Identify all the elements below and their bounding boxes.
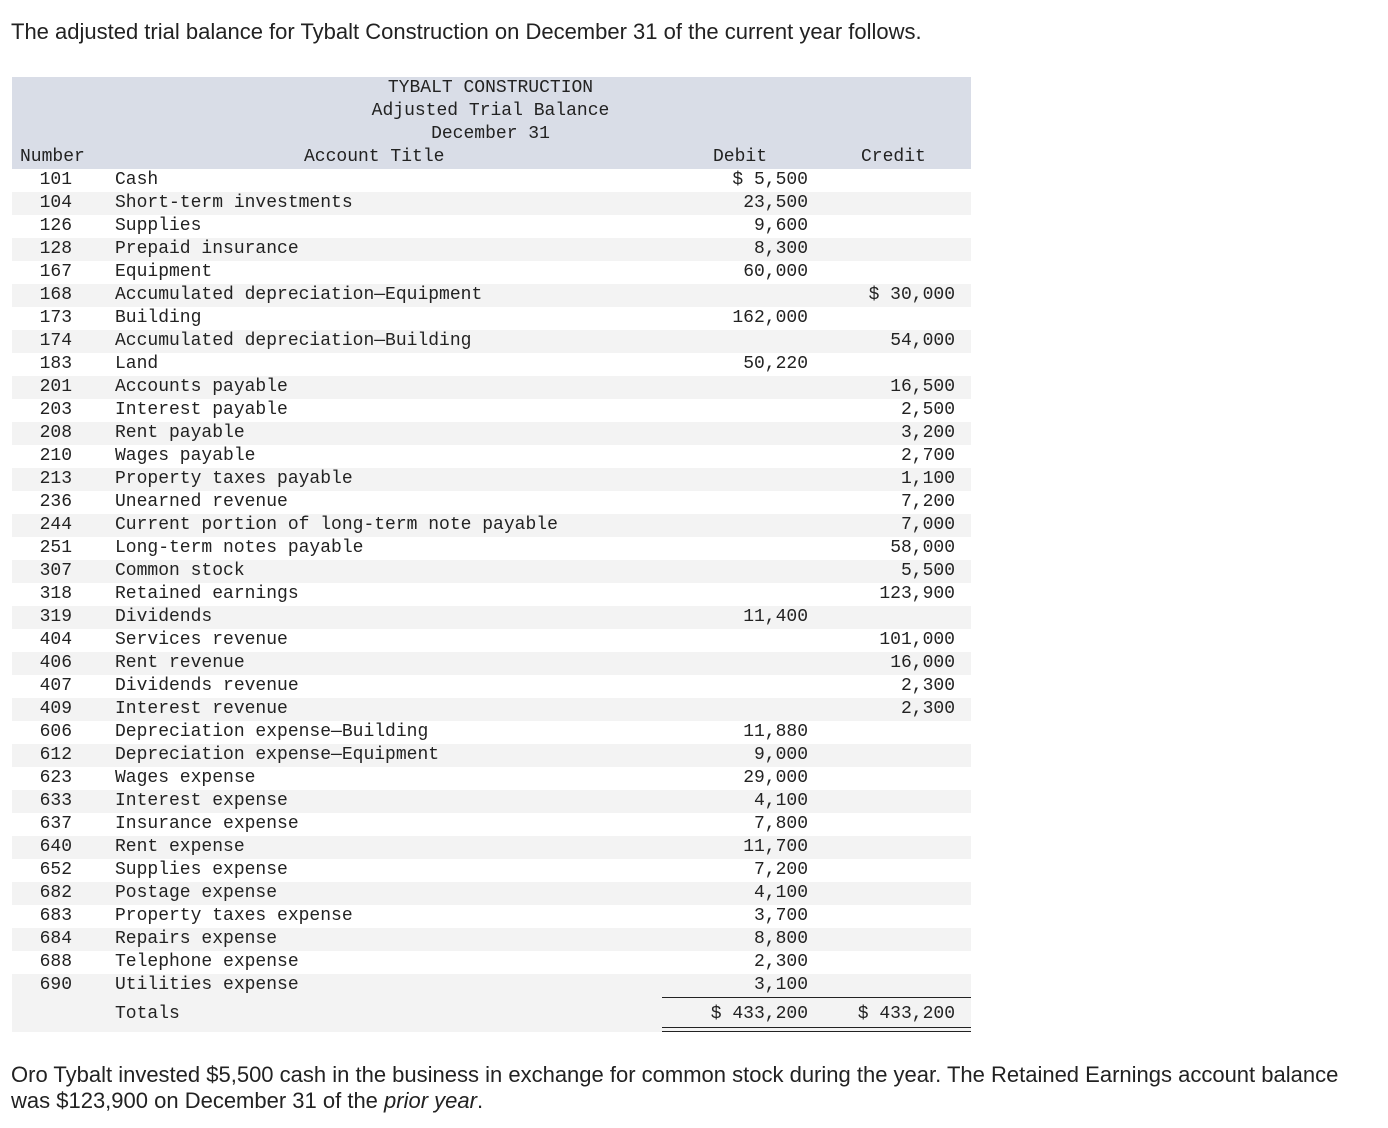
column-header-credit: Credit [861, 147, 926, 167]
account-title: Supplies [115, 216, 202, 236]
account-title: Long-term notes payable [115, 538, 364, 558]
company-name: TYBALT CONSTRUCTION [387, 78, 594, 98]
account-number: 126 [39, 216, 72, 236]
table-row [12, 744, 971, 767]
account-number: 201 [39, 377, 72, 397]
account-number: 128 [39, 239, 72, 259]
account-number: 319 [39, 607, 72, 627]
account-title: Rent revenue [115, 653, 245, 673]
credit-amount: 2,300 [900, 699, 955, 719]
account-number: 406 [39, 653, 72, 673]
outro-text-end: . [476, 1088, 484, 1113]
account-title: Rent payable [115, 423, 245, 443]
intro-text: The adjusted trial balance for Tybalt Construction on December 31 of the current year follows. [11, 19, 922, 44]
account-title: Land [115, 354, 159, 374]
debit-amount: 162,000 [732, 308, 808, 328]
credit-amount: 101,000 [879, 630, 955, 650]
credit-amount: 2,700 [900, 446, 955, 466]
account-title: Property taxes payable [115, 469, 353, 489]
account-title: Insurance expense [115, 814, 299, 834]
account-number: 640 [39, 837, 72, 857]
outro-italic-text: prior year [384, 1088, 477, 1113]
account-title: Unearned revenue [115, 492, 288, 512]
table-row [12, 813, 971, 836]
column-header-number: Number [20, 147, 85, 167]
table-row [12, 422, 971, 445]
table-row [12, 560, 971, 583]
table-row [12, 974, 971, 997]
account-number: 688 [39, 952, 72, 972]
account-number: 623 [39, 768, 72, 788]
table-body [12, 169, 971, 997]
table-row [12, 491, 971, 514]
column-header-account-title: Account Title [304, 147, 445, 167]
table-row [12, 583, 971, 606]
credit-amount: 2,500 [900, 400, 955, 420]
account-number: 684 [39, 929, 72, 949]
table-row [12, 238, 971, 261]
table-row [12, 445, 971, 468]
credit-amount: 7,000 [900, 515, 955, 535]
outro-paragraph [11, 1062, 1376, 1114]
table-row [12, 376, 971, 399]
account-title: Interest payable [115, 400, 288, 420]
debit-amount: 3,700 [753, 906, 808, 926]
table-row [12, 836, 971, 859]
account-number: 104 [39, 193, 72, 213]
account-title: Repairs expense [115, 929, 278, 949]
table-row [12, 192, 971, 215]
account-number: 167 [39, 262, 72, 282]
account-title: Retained earnings [115, 584, 299, 604]
table-row [12, 284, 971, 307]
account-title: Services revenue [115, 630, 288, 650]
account-number: 633 [39, 791, 72, 811]
account-number: 407 [39, 676, 72, 696]
account-number: 307 [39, 561, 72, 581]
account-number: 606 [39, 722, 72, 742]
account-number: 101 [39, 170, 72, 190]
debit-amount: 8,800 [753, 929, 808, 949]
credit-amount: 16,500 [890, 377, 955, 397]
account-number: 690 [39, 975, 72, 995]
account-title: Depreciation expense—Equipment [115, 745, 440, 765]
credit-amount: $ 30,000 [868, 285, 955, 305]
table-row [12, 399, 971, 422]
table-row [12, 951, 971, 974]
total-credit: $ 433,200 [857, 1004, 955, 1024]
account-title: Accumulated depreciation—Building [115, 331, 472, 351]
debit-amount: $ 5,500 [732, 170, 808, 190]
table-row [12, 330, 971, 353]
account-title: Wages expense [115, 768, 256, 788]
totals-row [12, 997, 971, 1032]
account-title: Dividends [115, 607, 213, 627]
table-row [12, 652, 971, 675]
account-title: Interest expense [115, 791, 288, 811]
credit-amount: 16,000 [890, 653, 955, 673]
totals-label: Totals [115, 1004, 180, 1024]
debit-amount: 29,000 [743, 768, 808, 788]
account-number: 683 [39, 906, 72, 926]
account-title: Cash [115, 170, 159, 190]
table-row [12, 767, 971, 790]
table-row [12, 353, 971, 376]
table-row [12, 215, 971, 238]
adjusted-trial-balance-table [12, 77, 971, 1032]
debit-amount: 11,400 [743, 607, 808, 627]
debit-amount: 11,880 [743, 722, 808, 742]
debit-amount: 2,300 [753, 952, 808, 972]
table-row [12, 261, 971, 284]
account-title: Building [115, 308, 202, 328]
outro-text: Oro Tybalt invested $5,500 cash in the business in exchange for common stock during the year. The Retained Earnings account balance was $123,900 on December 31 of the [11, 1062, 1339, 1113]
account-number: 208 [39, 423, 72, 443]
account-number: 251 [39, 538, 72, 558]
table-row [12, 629, 971, 652]
account-number: 244 [39, 515, 72, 535]
debit-amount: 23,500 [743, 193, 808, 213]
account-number: 210 [39, 446, 72, 466]
account-number: 612 [39, 745, 72, 765]
debit-amount: 4,100 [753, 883, 808, 903]
credit-amount: 2,300 [900, 676, 955, 696]
account-number: 213 [39, 469, 72, 489]
totals-rule-double [662, 1027, 971, 1032]
table-row [12, 928, 971, 951]
account-number: 174 [39, 331, 72, 351]
account-title: Rent expense [115, 837, 245, 857]
account-title: Postage expense [115, 883, 278, 903]
account-title: Common stock [115, 561, 245, 581]
account-title: Wages payable [115, 446, 256, 466]
table-row [12, 882, 971, 905]
total-debit: $ 433,200 [710, 1004, 808, 1024]
table-row [12, 675, 971, 698]
debit-amount: 4,100 [753, 791, 808, 811]
table-row [12, 606, 971, 629]
account-title: Dividends revenue [115, 676, 299, 696]
account-title: Supplies expense [115, 860, 288, 880]
account-number: 318 [39, 584, 72, 604]
debit-amount: 11,700 [743, 837, 808, 857]
account-title: Accumulated depreciation—Equipment [115, 285, 483, 305]
debit-amount: 50,220 [743, 354, 808, 374]
table-header [12, 77, 971, 169]
account-title: Utilities expense [115, 975, 299, 995]
account-title: Property taxes expense [115, 906, 353, 926]
account-title: Current portion of long-term note payable [115, 515, 558, 535]
debit-amount: 8,300 [753, 239, 808, 259]
table-row [12, 169, 971, 192]
account-number: 203 [39, 400, 72, 420]
account-title: Depreciation expense—Building [115, 722, 429, 742]
debit-amount: 60,000 [743, 262, 808, 282]
credit-amount: 7,200 [900, 492, 955, 512]
statement-date: December 31 [431, 124, 550, 144]
statement-name: Adjusted Trial Balance [371, 101, 610, 121]
account-title: Short-term investments [115, 193, 353, 213]
account-title: Prepaid insurance [115, 239, 299, 259]
account-number: 404 [39, 630, 72, 650]
table-row [12, 790, 971, 813]
account-number: 236 [39, 492, 72, 512]
debit-amount: 9,000 [753, 745, 808, 765]
credit-amount: 3,200 [900, 423, 955, 443]
credit-amount: 123,900 [879, 584, 955, 604]
table-row [12, 514, 971, 537]
account-title: Equipment [115, 262, 213, 282]
account-number: 168 [39, 285, 72, 305]
debit-amount: 7,800 [753, 814, 808, 834]
credit-amount: 5,500 [900, 561, 955, 581]
column-header-debit: Debit [713, 147, 768, 167]
account-title: Interest revenue [115, 699, 288, 719]
debit-amount: 3,100 [753, 975, 808, 995]
account-number: 652 [39, 860, 72, 880]
table-row [12, 859, 971, 882]
debit-amount: 7,200 [753, 860, 808, 880]
account-number: 409 [39, 699, 72, 719]
account-title: Accounts payable [115, 377, 288, 397]
credit-amount: 54,000 [890, 331, 955, 351]
table-row [12, 905, 971, 928]
account-number: 183 [39, 354, 72, 374]
table-row [12, 307, 971, 330]
credit-amount: 58,000 [890, 538, 955, 558]
table-row [12, 537, 971, 560]
account-number: 173 [39, 308, 72, 328]
debit-amount: 9,600 [753, 216, 808, 236]
table-row [12, 468, 971, 491]
account-number: 637 [39, 814, 72, 834]
account-title: Telephone expense [115, 952, 299, 972]
credit-amount: 1,100 [900, 469, 955, 489]
table-row [12, 721, 971, 744]
table-row [12, 698, 971, 721]
account-number: 682 [39, 883, 72, 903]
